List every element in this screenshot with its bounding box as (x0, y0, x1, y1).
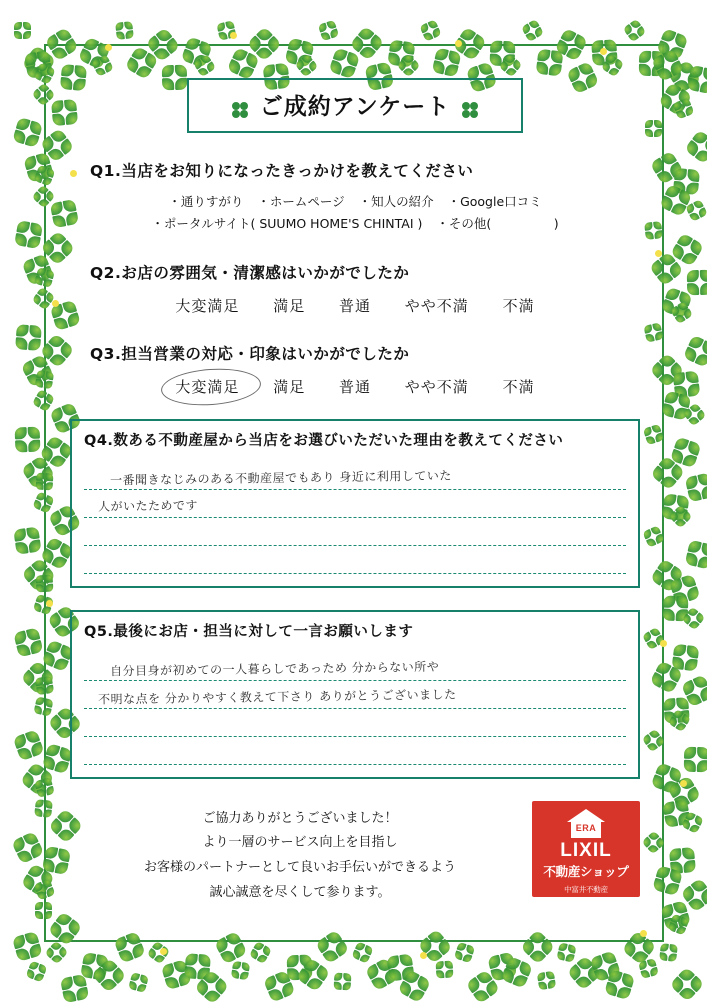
clover-icon (295, 956, 331, 992)
clover-icon (23, 50, 53, 80)
clover-icon (21, 45, 57, 81)
question-q1 (70, 159, 640, 235)
q2-scale-1[interactable]: 満足 (273, 296, 306, 315)
clover-icon (461, 101, 479, 119)
clover-icon (669, 231, 705, 267)
clover-icon (685, 199, 707, 222)
clover-icon (21, 353, 56, 388)
clover-icon (669, 504, 693, 528)
clover-icon (15, 426, 42, 453)
clover-icon (687, 270, 707, 296)
accent-dot (655, 250, 662, 257)
clover-icon (645, 120, 662, 137)
clover-icon (147, 941, 171, 965)
clover-icon (35, 370, 54, 389)
clover-icon (12, 117, 44, 149)
clover-icon (649, 557, 685, 593)
question-q2-heading: Q2.お店の雰囲気・清潔感はいかがでしたか (90, 263, 410, 282)
q1-option-1[interactable]: ・ホームページ (257, 194, 345, 209)
clover-icon (519, 929, 556, 966)
clover-icon (34, 799, 53, 818)
logo-company-name: 中富井不動産 (564, 884, 608, 894)
clover-icon (553, 26, 588, 61)
frame-line-bottom (44, 940, 664, 942)
clover-icon (34, 696, 54, 716)
clover-icon (650, 762, 684, 796)
clover-icon (686, 64, 707, 94)
accent-dot (420, 952, 427, 959)
questionnaire-sheet (70, 62, 640, 922)
clover-icon (643, 424, 664, 445)
clover-icon (11, 830, 46, 865)
answer-line[interactable] (84, 737, 626, 765)
clover-icon (318, 19, 339, 40)
clover-icon (659, 943, 678, 962)
q3-scale-4[interactable]: 不満 (502, 377, 535, 396)
clover-icon (35, 777, 56, 798)
clover-icon (36, 473, 54, 491)
q1-option-5[interactable]: ・その他( ) (436, 215, 559, 231)
clover-icon (349, 25, 386, 62)
logo-brand: LIXIL (560, 839, 612, 861)
clover-icon (14, 22, 31, 39)
question-q3-heading: Q3.担当営業の対応・印象はいかがでしたか (90, 344, 410, 363)
clover-icon (681, 811, 704, 834)
clover-icon (684, 746, 707, 772)
frame-line-left (44, 44, 46, 942)
clover-icon (33, 594, 54, 615)
clover-icon (649, 251, 685, 287)
clover-icon (334, 973, 352, 991)
era-mark-text: ERA (575, 822, 597, 833)
clover-icon (662, 596, 689, 623)
footer (70, 807, 640, 917)
q1-options-row2 (70, 213, 640, 235)
clover-icon (13, 627, 45, 659)
clover-icon (649, 48, 684, 83)
clover-icon (436, 960, 454, 978)
footer-line-3: 誠心誠意を尽くして参ります。 (209, 884, 391, 900)
logo-shop-label: 不動産ショップ (543, 863, 629, 879)
answer-line[interactable] (84, 546, 626, 574)
clover-icon (34, 62, 57, 85)
footer-line-0: ご協力ありがとうございました！ (202, 810, 398, 826)
clover-icon (128, 972, 149, 993)
clover-icon (32, 184, 56, 208)
q2-scale-4[interactable]: 不満 (502, 296, 535, 315)
clover-icon (465, 967, 501, 1003)
clover-icon (20, 863, 56, 899)
clover-icon (35, 267, 56, 288)
accent-dot (160, 948, 167, 955)
q4-answer-line-1: 人がいたためです (97, 498, 199, 514)
clover-icon (642, 525, 664, 547)
accent-dot (46, 600, 53, 607)
clover-icon (648, 455, 685, 492)
clover-icon (642, 627, 665, 650)
clover-icon (11, 931, 43, 963)
clover-icon (386, 952, 415, 981)
clover-icon (667, 59, 703, 95)
question-q1-options (70, 191, 640, 235)
page-title-text: ご成約アンケート (259, 94, 451, 120)
question-q5-answer-area[interactable] (84, 653, 626, 765)
q1-options-row1 (70, 191, 640, 213)
accent-dot (640, 930, 647, 937)
clover-icon (451, 26, 487, 62)
clover-icon (648, 353, 685, 390)
question-q2 (70, 261, 640, 316)
accent-dot (680, 780, 687, 787)
clover-icon (658, 81, 694, 117)
answer-line[interactable] (84, 490, 626, 518)
clover-icon (651, 865, 683, 897)
clover-icon (669, 966, 706, 1003)
question-q5 (70, 610, 640, 779)
clover-icon (20, 659, 57, 696)
clover-icon (397, 968, 432, 1003)
clover-icon (262, 970, 296, 1004)
clover-icon (661, 798, 691, 828)
clover-icon (13, 220, 43, 250)
question-q4 (70, 419, 640, 588)
accent-dot (230, 32, 237, 39)
clover-icon (638, 958, 659, 979)
clover-icon (683, 334, 707, 369)
q4-answer-line-0: 一番聞きなじみのある不動産屋でもあり 身近に利用していた (109, 468, 452, 488)
clover-icon (91, 957, 128, 994)
clover-icon (42, 845, 72, 875)
clover-icon (649, 659, 684, 694)
clover-icon (673, 167, 701, 195)
clover-icon (112, 930, 146, 964)
frame-line-right (662, 44, 664, 942)
accent-dot (455, 40, 462, 47)
q5-answer-line-0: 自分目身が初めての一人暮らしであっため 分からない所や (109, 659, 440, 679)
clover-icon (20, 455, 56, 491)
clover-icon (417, 929, 454, 966)
clover-icon (20, 761, 56, 797)
clover-icon (521, 19, 544, 42)
clover-icon (672, 371, 701, 400)
clover-icon (247, 25, 284, 62)
clover-icon (666, 775, 702, 811)
lixil-shop-logo (532, 801, 640, 897)
page-title (187, 78, 523, 133)
clover-icon (44, 941, 68, 965)
q1-option-4[interactable]: ・ポータルサイト( SUUMO HOME'S CHINTAI ) (151, 215, 423, 231)
clover-icon (14, 526, 43, 555)
clover-icon (669, 847, 697, 875)
clover-icon (419, 19, 441, 41)
answer-line[interactable] (84, 653, 626, 681)
clover-icon (678, 877, 707, 913)
question-q4-answer-area[interactable] (84, 462, 626, 574)
clover-icon (231, 961, 250, 980)
q2-scale-2[interactable]: 普通 (338, 296, 371, 315)
clover-icon (567, 955, 604, 992)
clover-icon (22, 151, 54, 183)
answer-line[interactable] (84, 681, 626, 709)
q5-answer-line-1: 不明な点を 分かりやすく教えて下さり ありがとうございました (97, 687, 457, 707)
answer-line[interactable] (84, 518, 626, 546)
q1-option-2[interactable]: ・知人の紹介 (358, 194, 434, 209)
clover-icon (315, 929, 351, 965)
clover-icon (487, 951, 519, 983)
clover-icon (660, 389, 692, 421)
clover-icon (603, 969, 635, 1001)
clover-icon (35, 902, 52, 919)
q3-scale-0-selected[interactable]: 大変満足 (175, 377, 240, 396)
q3-scale-3[interactable]: やや不満 (404, 377, 469, 396)
clover-icon (683, 403, 707, 427)
clover-icon (145, 25, 181, 61)
clover-icon (623, 18, 647, 42)
question-q4-heading: Q4.数ある不動産屋から当店をお選びいただいた理由を教えてください (84, 432, 564, 449)
clover-icon (588, 950, 621, 983)
clover-icon (649, 149, 685, 185)
clover-icon (656, 27, 690, 61)
clover-icon (26, 960, 48, 982)
accent-dot (600, 48, 607, 55)
clover-icon (668, 709, 692, 733)
clover-icon (660, 899, 692, 931)
footer-line-1: より一層のサービス向上を目指し (202, 835, 398, 851)
clover-icon (683, 129, 707, 165)
clover-icon (667, 914, 689, 936)
answer-line[interactable] (84, 709, 626, 737)
clover-icon (41, 742, 73, 774)
clover-icon (454, 942, 475, 963)
clover-icon (351, 941, 373, 963)
q3-scale-2[interactable]: 普通 (338, 377, 371, 396)
question-q3-scale (70, 376, 640, 397)
clover-icon (32, 82, 56, 106)
frame-line-top (44, 44, 664, 46)
clover-icon (249, 941, 272, 964)
q2-scale-3[interactable]: やや不満 (404, 296, 469, 315)
clover-icon (33, 491, 55, 513)
clover-icon (363, 956, 398, 991)
clover-icon (621, 929, 657, 965)
clover-icon (36, 575, 54, 593)
clover-icon (683, 471, 707, 502)
clover-icon (537, 971, 556, 990)
clover-icon (20, 557, 57, 594)
question-q5-heading: Q5.最後にお店・担当に対して一言お願いします (84, 623, 414, 640)
clover-icon (231, 101, 249, 119)
clover-icon (670, 301, 694, 325)
clover-icon (658, 184, 693, 219)
clover-icon (32, 287, 56, 311)
clover-icon (669, 436, 702, 469)
clover-icon (34, 165, 56, 187)
q2-scale-0[interactable]: 大変満足 (175, 296, 240, 315)
clover-icon (638, 50, 664, 76)
q1-option-0[interactable]: ・通りすがり (168, 194, 244, 209)
accent-dot (52, 300, 59, 307)
clover-icon (12, 728, 45, 761)
clover-icon (216, 20, 236, 40)
clover-icon (14, 323, 42, 351)
clover-icon (80, 952, 110, 982)
clover-icon (21, 252, 55, 286)
clover-icon (556, 943, 576, 963)
clover-icon (641, 729, 665, 753)
question-q1-heading: Q1.当店をお知りになったきっかけを教えてください (90, 162, 474, 180)
house-icon (567, 809, 605, 839)
clover-icon (681, 674, 707, 709)
clover-icon (500, 956, 534, 990)
clover-icon (682, 607, 706, 631)
clover-icon (643, 322, 663, 342)
clover-icon (668, 572, 701, 605)
question-q2-scale (70, 295, 640, 316)
clover-icon (213, 930, 248, 965)
accent-dot (660, 640, 667, 647)
clover-icon (662, 697, 690, 725)
clover-icon (286, 954, 313, 981)
clover-icon (43, 26, 79, 62)
clover-icon (683, 539, 707, 570)
answer-line[interactable] (84, 462, 626, 490)
clover-icon (34, 879, 56, 901)
clover-icon (659, 286, 692, 319)
clover-icon (35, 676, 54, 695)
clover-icon (672, 98, 694, 120)
clover-icon (644, 221, 663, 240)
clover-icon (32, 389, 55, 412)
clover-icon (183, 953, 211, 981)
clover-icon (670, 643, 699, 672)
clover-icon (161, 959, 193, 991)
footer-line-2: お客様のパートナーとして良いお手伝いができるよう (143, 860, 456, 876)
question-q3 (70, 342, 640, 397)
clover-icon (60, 972, 90, 1002)
clover-icon (115, 21, 134, 40)
clover-icon (661, 492, 690, 521)
accent-dot (105, 44, 112, 51)
clover-icon (641, 830, 665, 854)
q3-scale-1[interactable]: 満足 (273, 377, 306, 396)
q1-option-3[interactable]: ・Google口コミ (447, 194, 542, 209)
